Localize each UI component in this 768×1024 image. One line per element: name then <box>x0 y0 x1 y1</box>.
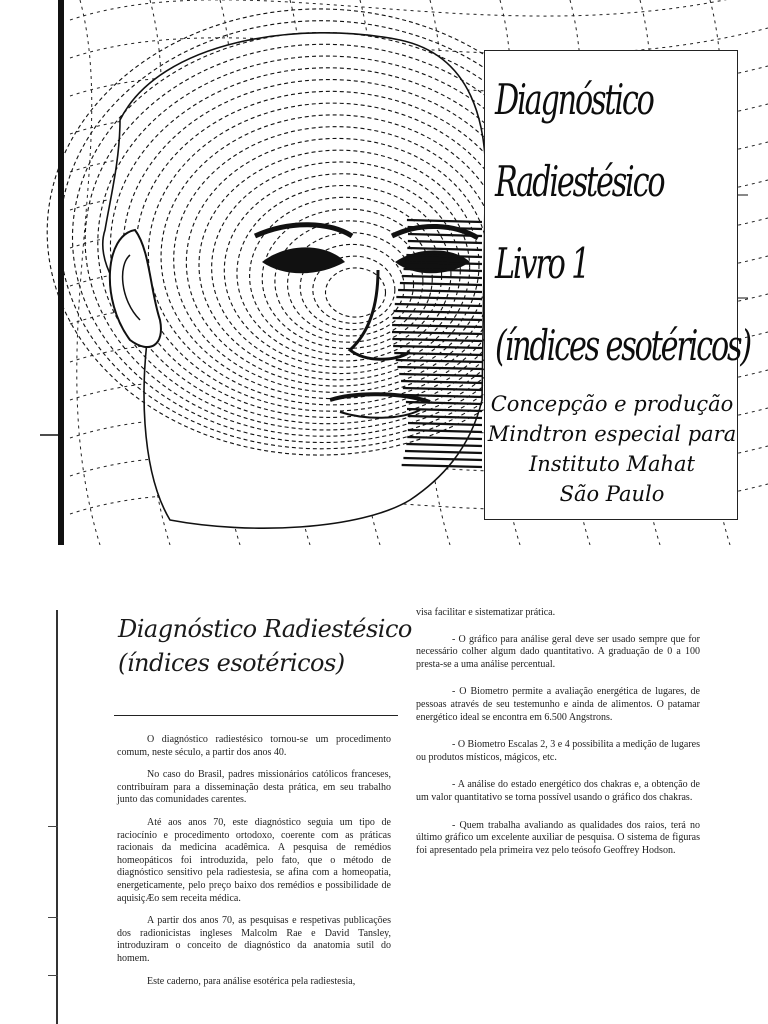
cover-credits <box>485 389 739 509</box>
right-column <box>416 607 700 872</box>
cover-title-line: Radiestésico <box>495 157 664 206</box>
paragraph: Este caderno, para análise esotérica pela radiestesia, <box>147 975 356 987</box>
paragraph: - O Biometro permite a avaliação energética de lugares, de pessoas através de seu testemunho e ainda de alimentos. O patamar energético ideal se encontra em 6.500 Angstrons. <box>416 686 700 723</box>
cover-title-line: Livro 1 <box>495 239 589 288</box>
cover-title-box <box>484 50 750 520</box>
paragraph: No caso do Brasil, padres missionários católicos franceses, contribuíram para a disseminação desta prática, em seu trabalho junto das comunidades carentes. <box>117 769 391 806</box>
paragraph: Até aos anos 70, este diagnóstico seguia um tipo de raciocínio e procedimento ortodoxo, coerente com as práticas racionais da medicina acadêmica. A pesquisa de remédios homeopáticos foi introduzida, pelo fato, que o método de diagnóstico sensitivo pela radiestesia, se afina com a homeopatia, energeticamente, pelo preço baixo dos remédios e possibilidade de aquisiçÆo sem receita médica. <box>117 816 391 904</box>
credit-line: Mindtron especial para <box>487 422 737 446</box>
credit-line: Concepção e produção <box>490 392 734 416</box>
left-column <box>117 734 391 998</box>
paragraph: - A análise do estado energético dos chakras e, a obtenção de um valor quantitativo se torna possível usando o gráfico dos chakras. <box>416 779 700 803</box>
margin-mark <box>48 975 58 976</box>
paragraph: A partir dos anos 70, as pesquisas e respetivas publicações dos radionicistas ingleses Malcolm Rae e David Tansley, introduziram o conceito de diagnóstico da anatomia sutil do homem. <box>117 915 391 964</box>
heading-line: (índices esotéricos) <box>118 649 345 677</box>
paragraph: - Quem trabalha avaliando as qualidades dos raios, terá no último gráfico um excelente auxiliar de pesquisa. O sistema de figuras foi apresentado pela primeira vez pelo teósofo Geoffrey Hodson. <box>416 819 700 856</box>
credit-line: Instituto Mahat <box>529 452 695 476</box>
cover-title-line: Diagnóstico <box>495 75 653 124</box>
paragraph: O diagnóstico radiestésico tornou-se um procedimento comum, neste século, a partir dos anos 40. <box>117 734 391 758</box>
margin-line <box>56 610 58 1024</box>
paragraph: - O Biometro Escalas 2, 3 e 4 possibilita a medição de lugares ou produtos místicos, mágicos, etc. <box>416 739 700 763</box>
heading-divider <box>114 715 398 716</box>
margin-mark <box>48 826 58 827</box>
article-heading <box>118 612 418 680</box>
credit-line: São Paulo <box>559 482 665 506</box>
margin-mark <box>48 917 58 918</box>
paragraph: - O gráfico para análise geral deve ser usado sempre que for necessário colher algum dado quantitativo. A graduação de 0 a 100 presta-se a uma análise percentual. <box>416 633 700 670</box>
cover-title <box>495 59 750 387</box>
heading-line: Diagnóstico Radiestésico <box>118 615 412 643</box>
cover-title-line: (índices esotéricos) <box>495 321 750 370</box>
binding-edge <box>58 0 64 545</box>
paragraph: visa facilitar e sistematizar prática. <box>416 607 556 618</box>
